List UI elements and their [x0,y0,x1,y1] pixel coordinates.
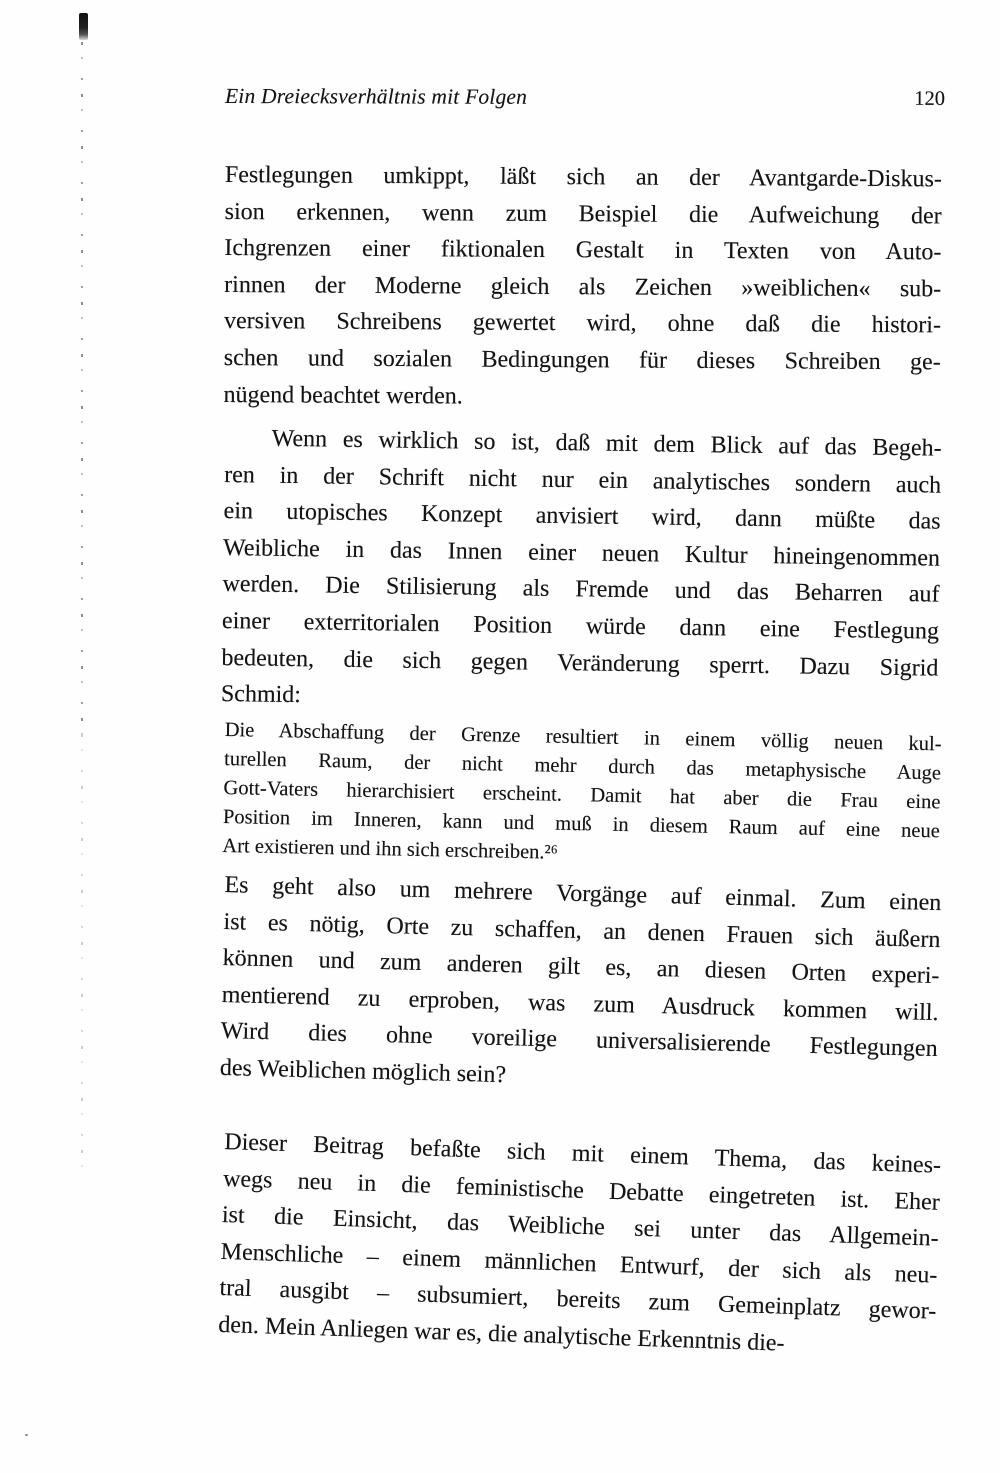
text-line: ist die Einsicht, das Weibliche sei unter das Allgemein- [221,1202,940,1252]
text-line: bedeuten, die sich gegen Veränderung sperrt. Dazu Sigrid [221,644,939,682]
text-line: einer exterritorialen Position würde dann eine Festlegung [221,607,940,645]
text-line: des Weiblichen möglich sein? [219,1054,507,1089]
scan-artifact-blob [79,13,88,40]
paragraph-1 [223,157,942,418]
text-line: den. Mein Anliegen war es, die analytische Erkenntnis die- [217,1311,785,1357]
text-line: Es geht also um mehrere Vorgänge auf einmal. Zum einen [224,871,942,917]
text-line: schen und sozialen Bedingungen für dieses Schreiben ge- [223,344,941,376]
text-line: Art existieren und ihn sich erschreiben.²⁶ [222,834,559,864]
blockquote [222,716,942,875]
text-line: sion erkennen, wenn zum Beispiel die Aufweichung der [224,198,942,229]
text-line: ein utopisches Konzept anvisiert wird, dann müßte das [223,498,941,535]
text-line: versiven Schreibens gewertet wird, ohne daß die histori- [223,308,942,339]
text-line: Festlegungen umkippt, läßt sich an der Avantgarde-Diskus- [224,161,942,193]
text-line: Ichgrenzen einer fiktionalen Gestalt in Texten von Auto- [224,235,942,266]
text-line: werden. Die Stilisierung als Fremde und das Beharren auf [222,571,940,608]
text-line: tral ausgibt – subsumiert, bereits zum Gemeinplatz gewor- [219,1275,937,1326]
text-line: Wenn es wirklich so ist, daß mit dem Blick auf das Begeh- [271,425,942,462]
page-number: 120 [914,87,945,110]
text-line: Position im Inneren, kann und muß in diesem Raum auf eine neue [222,805,941,843]
paragraph-3 [219,867,941,1105]
text-line: wegs neu in die feministische Debatte eingetreten ist. Eher [222,1165,941,1216]
scan-artifact-speckle-line [81,42,83,734]
text-line: ist es nötig, Orte zu schaffen, an denen Frauen sich äußern [223,908,941,953]
scan-artifact-dot [25,1434,28,1436]
paragraph-4 [218,1124,942,1367]
text-line: rinnen der Moderne gleich als Zeichen »weiblichen« sub- [224,271,942,303]
text-line: Wird dies ohne voreilige universalisierende Festlegungen [220,1018,938,1063]
text-line: mentierend zu erproben, was zum Ausdruck kommen will. [221,981,939,1026]
text-line: Schmid: [220,681,302,709]
paragraph-2 [221,420,942,723]
text-line: Die Abschaffung der Grenze resultiert in einem völlig neuen kul- [224,718,942,756]
text-line: Gott-Vaters hierarchisiert erscheint. Damit hat aber die Frau eine [223,776,941,814]
text-line: ren in der Schrift nicht nur ein analytisches sondern auch [223,461,942,499]
text-line: Menschliche – einem männlichen Entwurf, der sich als neu- [220,1238,938,1289]
text-line: turellen Raum, der nicht mehr durch das metaphysische Auge [223,747,942,785]
scan-artifact-speckle-line-faint [81,734,83,1174]
page-header [225,84,945,111]
text-line: Dieser Beitrag befaßte sich mit einem Thema, das keines- [223,1128,942,1179]
running-title: Ein Dreiecksverhältnis mit Folgen [224,84,528,109]
text-line: nügend beachtet werden. [223,381,463,410]
text-line: können und zum anderen gilt es, an diesen Orten experi- [222,945,940,990]
text-line: Weibliche in das Innen einer neuen Kultur hineingenommen [222,534,941,572]
